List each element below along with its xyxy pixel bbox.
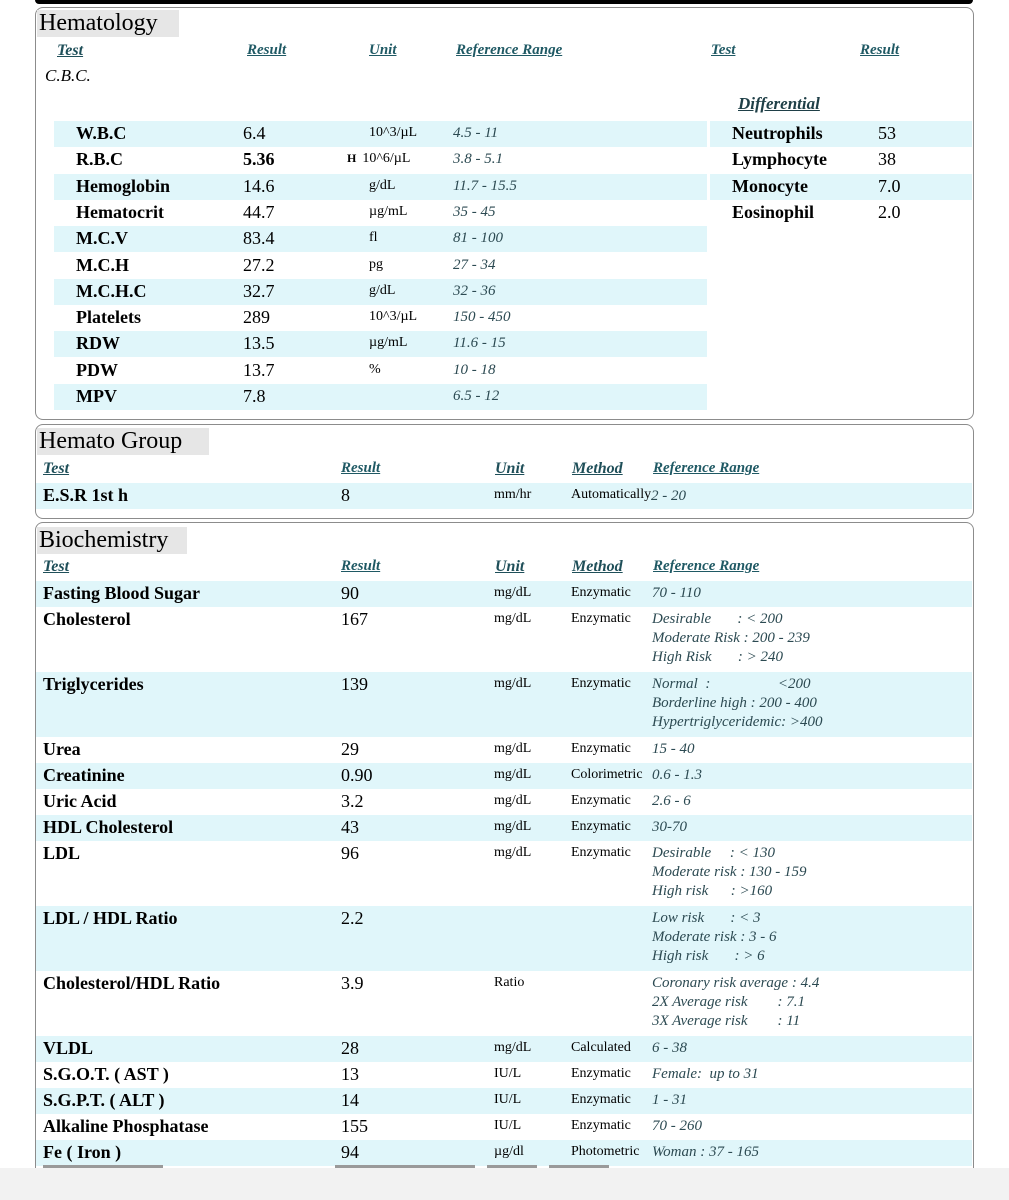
table-row-method: Calculated [571,1040,631,1055]
differential-row-test: Eosinophil [732,202,815,222]
table-row-test: Alkaline Phosphatase [43,1116,209,1136]
differential-row-result: 2.0 [878,202,901,222]
differential-row-test: Neutrophils [732,123,823,143]
table-row-result: 7.8 [243,386,266,406]
header-test-2: Test [711,42,736,58]
table-row-reference-range: Normal : <200 Borderline high : 200 - 400 Hypertriglyceridemic: >400 [652,676,823,730]
table-row-result: 13.7 [243,360,275,380]
hg-header-method: Method [572,460,623,477]
table-row-reference-range: 81 - 100 [453,230,503,246]
table-row-unit: mm/hr [494,487,532,502]
table-row-test: M.C.V [76,228,128,248]
table-row-reference-range: 2 - 20 [651,488,686,504]
table-row-test: Urea [43,739,81,759]
header-reference-range: Reference Range [456,42,563,58]
bio-header-result: Result [341,558,381,574]
table-row-unit: mg/dL [494,611,532,626]
bio-header-method: Method [572,558,623,575]
table-row-reference-range: 0.6 - 1.3 [652,767,702,783]
table-row-result: 167 [341,609,368,629]
table-row-reference-range: Desirable : < 130 Moderate risk : 130 - 159 High risk : >160 [652,845,807,899]
table-row-unit [369,362,381,378]
table-row-unit [369,309,417,325]
unit-text: 10^6/µL [362,151,411,166]
table-row-test: HDL Cholesterol [43,817,174,837]
table-row-reference-range: 3.8 - 5.1 [453,151,503,167]
table-row-test: LDL [43,843,81,863]
unit-text: 10^3/µL [369,309,418,324]
table-row-unit: mg/dL [494,767,532,782]
high-flag: H [347,151,357,165]
table-row-result: 13.5 [243,333,275,353]
table-row-method: Enzymatic [571,611,631,626]
table-row-reference-range: 27 - 34 [453,257,496,273]
row-background [54,226,707,252]
table-row-test: VLDL [43,1038,94,1058]
table-row-unit [369,178,395,194]
table-row-result: 90 [341,583,359,603]
hg-header-reference-range: Reference Range [653,460,760,476]
unit-text: fl [369,230,378,245]
table-row-unit: mg/dL [494,741,532,756]
table-row-test: LDL / HDL Ratio [43,908,178,928]
table-row-method: Enzymatic [571,819,631,834]
table-row-test: S.G.O.T. ( AST ) [43,1064,169,1084]
table-row-unit: IU/L [494,1118,522,1133]
table-row-test: W.B.C [76,123,127,143]
biochemistry-title: Biochemistry [37,527,187,554]
table-row-unit [369,257,383,273]
hemato-group-title: Hemato Group [37,428,209,455]
unit-text: µg/mL [369,335,408,350]
table-row-method: Enzymatic [571,793,631,808]
table-row-unit [369,125,417,141]
unit-text: pg [369,257,383,272]
table-row-result: 14 [341,1090,359,1110]
table-row-result: 2.2 [341,908,364,928]
table-row-result: 32.7 [243,281,275,301]
table-row-unit [369,230,378,246]
table-row-result: 44.7 [243,202,275,222]
table-row-reference-range: 11.7 - 15.5 [453,178,517,194]
unit-text: µg/mL [369,204,408,219]
table-row-test: Platelets [76,307,141,327]
table-row-test: MPV [76,386,117,406]
cbc-label: C.B.C. [45,66,91,85]
table-row-result: 139 [341,674,368,694]
table-row-unit: mg/dL [494,1040,532,1055]
differential-row-test: Lymphocyte [732,149,828,169]
table-row-result: 83.4 [243,228,275,248]
table-row-unit: mg/dL [494,845,532,860]
hematology-panel [35,7,974,420]
table-row-reference-range: 2.6 - 6 [652,793,691,809]
table-row-unit: Ratio [494,975,525,990]
table-row-reference-range: 6.5 - 12 [453,388,500,404]
table-row-method: Colorimetric [571,767,643,782]
table-row-method: Automatically [571,487,652,502]
table-row-reference-range: 30-70 [652,819,687,835]
table-row-reference-range: 150 - 450 [453,309,511,325]
table-row-unit: mg/dL [494,793,532,808]
table-row-test: RDW [76,333,120,353]
table-row-reference-range: Woman : 37 - 165 [652,1144,759,1160]
unit-text: g/dL [369,283,396,298]
table-row-test: M.C.H [76,255,129,275]
header-test: Test [57,42,84,59]
table-row-method: Enzymatic [571,741,631,756]
table-row-result: 8 [341,485,350,505]
table-row-test: Cholesterol [43,609,131,629]
unit-text: g/dL [369,178,396,193]
table-row-result: 29 [341,739,359,759]
table-row-test: R.B.C [76,149,124,169]
table-row-result: 13 [341,1064,359,1084]
table-row-unit [347,151,410,167]
table-row-result: 43 [341,817,359,837]
header-unit: Unit [369,42,397,58]
table-row-method: Enzymatic [571,676,631,691]
table-row-test: S.G.P.T. ( ALT ) [43,1090,165,1110]
table-row-method: Enzymatic [571,1066,631,1081]
differential-label: Differential [738,94,820,113]
table-row-unit [369,335,407,351]
table-row-method: Photometric [571,1144,640,1159]
table-row-test: Hemoglobin [76,176,171,196]
table-row-reference-range: 15 - 40 [652,741,695,757]
row-background [54,384,707,410]
hg-header-result: Result [341,460,381,476]
table-row-method: Enzymatic [571,845,631,860]
unit-text: % [369,362,381,377]
table-row-reference-range: 70 - 260 [652,1118,702,1134]
table-row-test: PDW [76,360,118,380]
header-result: Result [247,42,287,58]
table-row-result: 155 [341,1116,368,1136]
table-row-reference-range: Coronary risk average : 4.4 2X Average risk : 7.1 3X Average risk : 11 [652,975,820,1029]
table-row-reference-range: 11.6 - 15 [453,335,506,351]
unit-text: 10^3/µL [369,125,418,140]
table-row-result: 27.2 [243,255,275,275]
table-row-reference-range: 1 - 31 [652,1092,687,1108]
table-row-test: Fasting Blood Sugar [43,583,201,603]
table-row-unit [369,204,407,220]
table-row-result: 94 [341,1142,359,1162]
hematology-title: Hematology [37,10,179,37]
table-row-result: 289 [243,307,270,327]
table-row-reference-range: 10 - 18 [453,362,496,378]
differential-row-test: Monocyte [732,176,808,196]
table-row-method: Enzymatic [571,1092,631,1107]
hg-header-unit: Unit [495,460,525,477]
header-result-2: Result [860,42,900,58]
table-row-reference-range: Female: up to 31 [652,1066,759,1082]
table-row-reference-range: 4.5 - 11 [453,125,499,141]
differential-row-result: 38 [878,149,896,169]
table-row-test: Fe ( Iron ) [43,1142,122,1162]
table-row-unit: mg/dL [494,676,532,691]
table-row-result: 3.9 [341,973,364,993]
table-row-test: E.S.R 1st h [43,485,129,505]
table-row-result: 0.90 [341,765,373,785]
table-row-test: Cholesterol/HDL Ratio [43,973,221,993]
table-row-result: 3.2 [341,791,364,811]
table-row-unit [369,283,395,299]
table-row-reference-range: 35 - 45 [453,204,496,220]
table-row-reference-range: Desirable : < 200 Moderate Risk : 200 - 239 High Risk : > 240 [652,611,810,665]
hg-header-test: Test [43,460,70,477]
top-border [35,0,973,4]
bottom-bar [0,1168,1009,1200]
table-row-test: Triglycerides [43,674,144,694]
table-row-result: 96 [341,843,359,863]
table-row-result: 14.6 [243,176,275,196]
bio-header-unit: Unit [495,558,525,575]
table-row-unit: IU/L [494,1066,522,1081]
differential-row-result: 53 [878,123,896,143]
table-row-reference-range: 32 - 36 [453,283,496,299]
table-row-test: Creatinine [43,765,125,785]
table-row-reference-range: 6 - 38 [652,1040,687,1056]
table-row-result: 28 [341,1038,359,1058]
table-row-reference-range: Low risk : < 3 Moderate risk : 3 - 6 High risk : > 6 [652,910,777,964]
table-row-reference-range: 70 - 110 [652,585,701,601]
table-row-method: Enzymatic [571,585,631,600]
table-row-test: Uric Acid [43,791,117,811]
differential-row-result: 7.0 [878,176,901,196]
table-row-result: 6.4 [243,123,266,143]
table-row-test: M.C.H.C [76,281,147,301]
table-row-result: 5.36 [243,149,275,169]
table-row-test: Hematocrit [76,202,164,222]
table-row-unit: µg/dl [494,1144,524,1159]
table-row-unit: mg/dL [494,819,532,834]
bio-header-test: Test [43,558,70,575]
bio-header-reference-range: Reference Range [653,558,760,574]
table-row-unit: mg/dL [494,585,532,600]
table-row-unit: IU/L [494,1092,522,1107]
table-row-method: Enzymatic [571,1118,631,1133]
